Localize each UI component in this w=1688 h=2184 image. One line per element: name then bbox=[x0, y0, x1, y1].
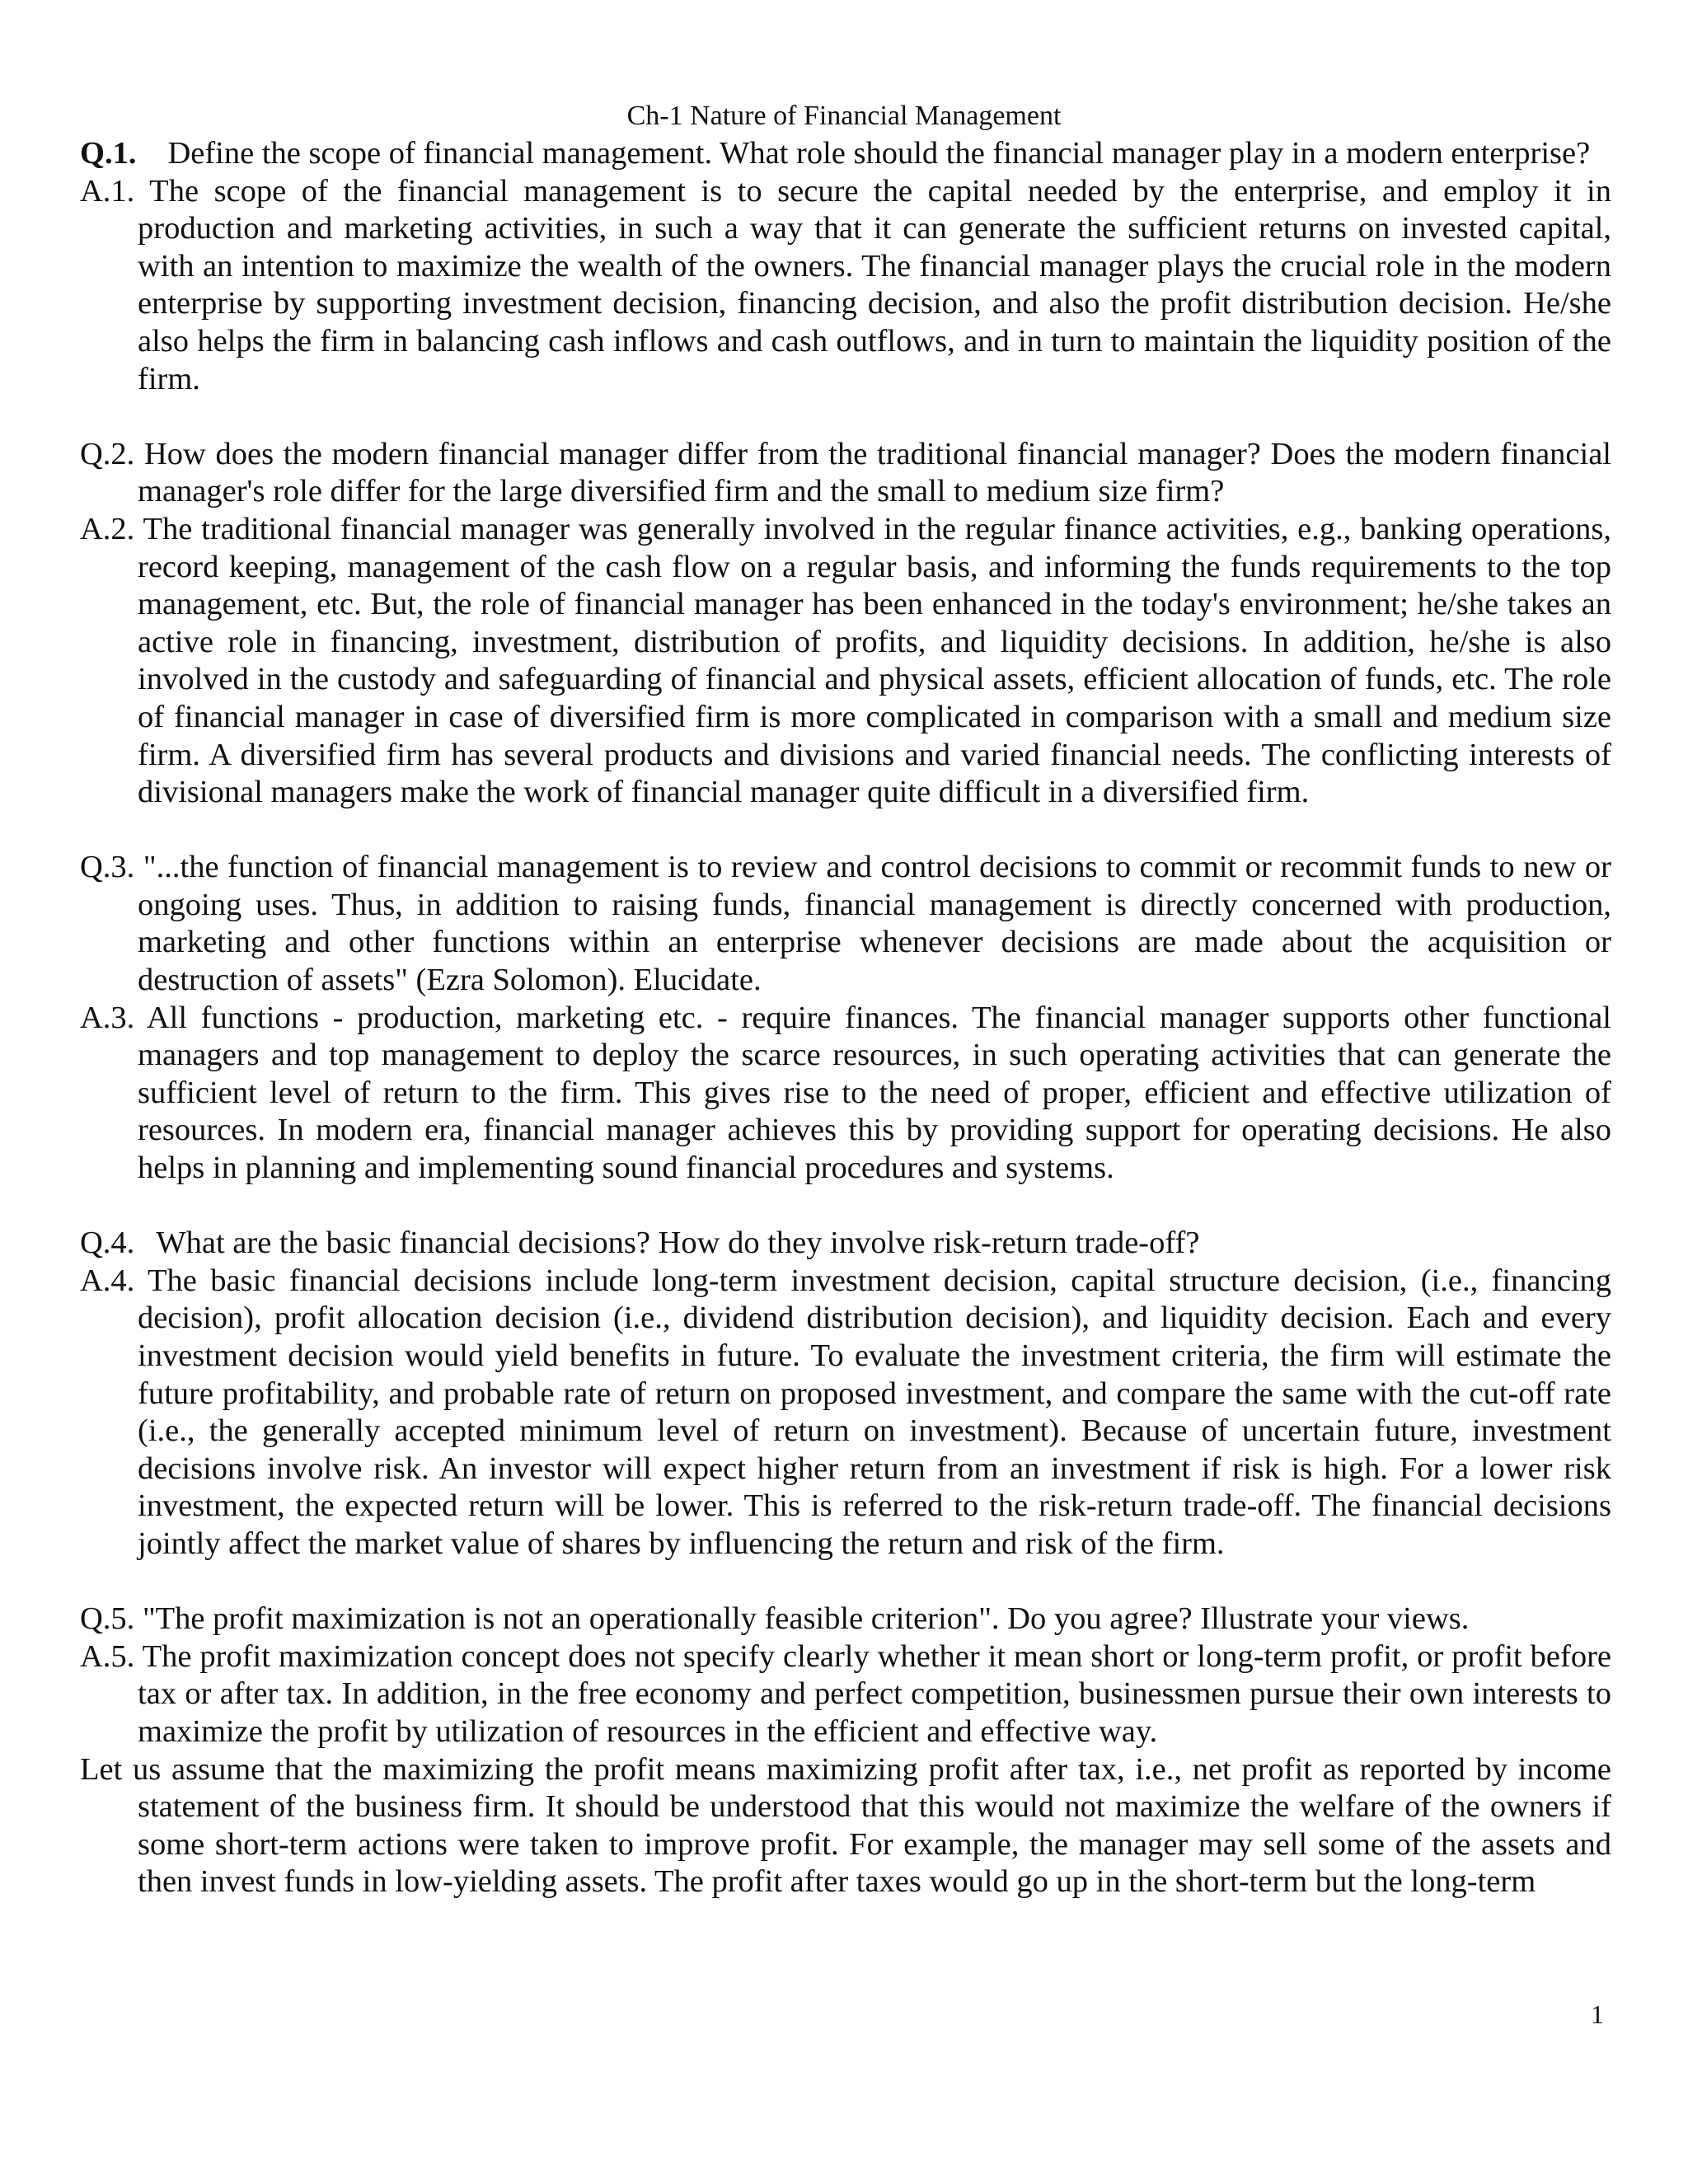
paragraph-gap bbox=[80, 1563, 1611, 1601]
question-3 bbox=[80, 849, 1611, 999]
answer-1 bbox=[80, 173, 1611, 399]
paragraph-gap bbox=[80, 1188, 1611, 1226]
question-2 bbox=[80, 436, 1611, 511]
answer-5-text: The profit maximization concept does not specify clearly whether it mean short or long-term profit, or profit before tax or after tax. In addition, in the free economy and perfect competition, businessmen pursue their own interests to maximize the profit by utilization of resources in the efficient and effective way. bbox=[138, 1638, 1611, 1749]
answer-3-text: All functions - production, marketing etc. - require finances. The financial manager supports other functional managers and top management to deploy the scarce resources, in such operating activities that can generate the sufficient level of return to the firm. This gives rise to the need of proper, efficient and effective utilization of resources. In modern era, financial manager achieves this by providing support for operating decisions. He also helps in planning and implementing sound financial procedures and systems. bbox=[138, 1000, 1611, 1186]
question-4 bbox=[80, 1225, 1611, 1263]
question-2-label: Q.2. bbox=[80, 436, 135, 471]
answer-4-label: A.4. bbox=[80, 1263, 135, 1298]
question-2-text: How does the modern financial manager differ from the traditional financial manager? Does the modern financial manager's role differ for the large diversified firm and the small to medium size firm? bbox=[138, 436, 1612, 509]
question-1-text: Define the scope of financial management. What role should the financial manager play in a modern enterprise? bbox=[167, 136, 1591, 171]
answer-4-text: The basic financial decisions include long-term investment decision, capital structure decision, (i.e., financing decision), profit allocation decision (i.e., dividend distribution decision), and liquidity decision. Each and every investment decision would yield benefits in future. To evaluate the investment criteria, the firm will estimate the future profitability, and probable rate of return on proposed investment, and compare the same with the cut-off rate (i.e., the generally accepted minimum level of return on investment). Because of uncertain future, investment decisions involve risk. An investor will expect higher return from an investment if risk is high. For a lower risk investment, the expected return will be lower. This is referred to the risk-return trade-off. The financial decisions jointly affect the market value of shares by influencing the return and risk of the firm. bbox=[138, 1263, 1611, 1561]
paragraph-gap bbox=[80, 398, 1611, 436]
question-5-label: Q.5. bbox=[80, 1601, 135, 1637]
answer-2-text: The traditional financial manager was generally involved in the regular finance activities, e.g., banking operations, record keeping, management of the cash flow on a regular basis, and informing the funds requirements to the top management, etc. But, the role of financial manager has been enhanced in the today's environment; he/she takes an active role in financing, investment, distribution of profits, and liquidity decisions. In addition, he/she is also involved in the custody and safeguarding of financial and physical assets, efficient allocation of funds, etc. The role of financial manager in case of diversified firm is more complicated in comparison with a small and medium size firm. A diversified firm has several products and divisions and varied financial needs. The conflicting interests of divisional managers make the work of financial manager quite difficult in a diversified firm. bbox=[138, 511, 1611, 810]
question-3-text: "...the function of financial management is to review and control decisions to commit or recommit funds to new or ongoing uses. Thus, in addition to raising funds, financial management is directly concerned with production, marketing and other functions within an enterprise whenever decisions are made about the acquisition or destruction of assets" (Ezra Solomon). Elucidate. bbox=[138, 850, 1611, 998]
answer-1-label: A.1. bbox=[80, 173, 135, 209]
question-3-label: Q.3. bbox=[80, 850, 135, 885]
answer-5-label: A.5. bbox=[80, 1638, 135, 1674]
qa-content bbox=[80, 135, 1611, 1901]
answer-2 bbox=[80, 511, 1611, 812]
answer-3-label: A.3. bbox=[80, 1000, 135, 1035]
question-1-label: Q.1. bbox=[80, 136, 137, 171]
answer-4 bbox=[80, 1263, 1611, 1563]
question-4-label: Q.4. bbox=[80, 1226, 135, 1261]
answer-2-label: A.2. bbox=[80, 511, 135, 546]
paragraph-gap bbox=[80, 812, 1611, 850]
chapter-title: Ch-1 Nature of Financial Management bbox=[626, 101, 1062, 131]
question-5-text: "The profit maximization is not an operationally feasible criterion". Do you agree? Illustrate your views. bbox=[142, 1601, 1470, 1637]
answer-1-text: The scope of the financial management is to secure the capital needed by the enterprise, and employ it in production and marketing activities, in such a way that it can generate the sufficient returns on invested capital, with an intention to maximize the wealth of the owners. The financial manager plays the crucial role in the modern enterprise by supporting investment decision, financing decision, and also the profit distribution decision. He/she also helps the firm in balancing cash inflows and cash outflows, and in turn to maintain the liquidity position of the firm. bbox=[138, 173, 1611, 396]
question-4-text: What are the basic financial decisions? How do they involve risk-return trade-off? bbox=[156, 1226, 1200, 1261]
answer-3 bbox=[80, 1000, 1611, 1188]
answer-5 bbox=[80, 1638, 1611, 1751]
question-1 bbox=[80, 135, 1611, 173]
question-5 bbox=[80, 1601, 1611, 1638]
page-number: 1 bbox=[1591, 1999, 1604, 2029]
answer-5-continuation: Let us assume that the maximizing the profit means maximizing profit after tax, i.e., net profit as reported by income statement of the business firm. It should be understood that this would not maximize the welfare of the owners if some short-term actions were taken to improve profit. For example, the manager may sell some of the assets and then invest funds in low-yielding assets. The profit after taxes would go up in the short-term but the long-term bbox=[80, 1751, 1611, 1900]
